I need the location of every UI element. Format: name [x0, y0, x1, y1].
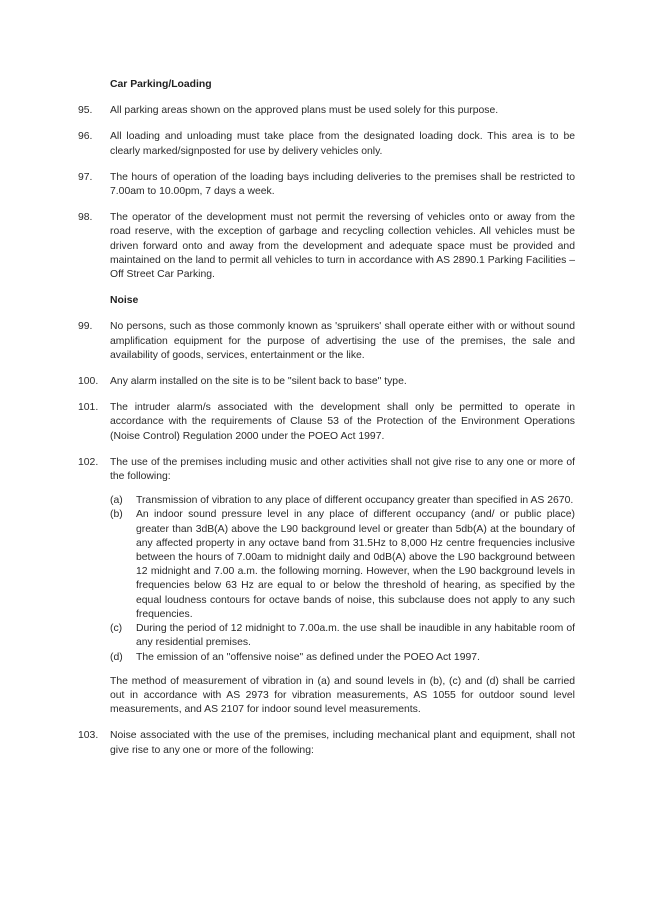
condition-number: 101.	[78, 402, 99, 414]
condition-number: 97.	[78, 171, 93, 183]
subclause-list	[110, 494, 575, 664]
condition-number: 103.	[78, 730, 99, 742]
condition-102	[78, 456, 575, 717]
condition-text: All loading and unloading must take place from the designated loading dock. This area is to be clearly marked/signposted for use by delivery vehicles only.	[110, 131, 575, 157]
condition-97	[78, 171, 575, 199]
condition-text: The hours of operation of the loading bays including deliveries to the premises shall be restricted to 7.00am to 10.00pm, 7 days a week.	[110, 171, 575, 198]
section-heading-parking: Car Parking/Loading	[110, 79, 212, 90]
subclause-letter: (b)	[110, 509, 123, 521]
condition-103	[78, 729, 575, 757]
condition-body	[110, 456, 575, 717]
condition-number: 96.	[78, 131, 93, 143]
subclause-letter: (a)	[110, 495, 123, 507]
condition-100	[78, 375, 575, 389]
condition-text: No persons, such as those commonly known as 'spruikers' shall operate either with or without sound amplification equipment for the purpose of advertising the use of the premises, the sale and availability of goods, services, entertainment or the like.	[110, 321, 575, 361]
subclause-text: Transmission of vibration to any place of different occupancy greater than specified in AS 2670.	[136, 495, 574, 507]
section-heading-noise: Noise	[110, 295, 139, 307]
condition-text: The operator of the development must not permit the reversing of vehicles onto or away from the road reserve, with the exception of garbage and recycling collection vehicles. All vehicles must be driven forward onto and away from the development and adequate space must be provided and maintained on the land to permit all vehicles to turn in accordance with AS 2890.1 Parking Facilities – Off Street Car Parking.	[110, 212, 575, 281]
subclause-text: During the period of 12 midnight to 7.00a.m. the use shall be inaudible in any habitable room of any residential premises.	[136, 623, 575, 649]
subclause-a	[110, 494, 575, 508]
condition-number: 99.	[78, 321, 93, 333]
subclause-b	[110, 508, 575, 622]
condition-number: 95.	[78, 105, 93, 117]
subclause-d	[110, 651, 575, 665]
condition-98	[78, 211, 575, 282]
condition-text: Any alarm installed on the site is to be "silent back to base" type.	[110, 376, 407, 388]
condition-number: 102.	[78, 456, 99, 468]
condition-text: All parking areas shown on the approved plans must be used solely for this purpose.	[110, 105, 499, 117]
subclause-letter: (d)	[110, 651, 123, 663]
condition-text: Noise associated with the use of the premises, including mechanical plant and equipment, shall not give rise to any one or more of the following:	[110, 730, 575, 756]
condition-number: 100.	[78, 376, 99, 388]
subclause-letter: (c)	[110, 623, 123, 635]
subclause-c	[110, 622, 575, 650]
subclause-text: An indoor sound pressure level in any place of different occupancy (and/ or public place) greater than 3dB(A) above the L90 background level or greater than 5db(A) at the boundary of any affected property in any octave band from 31.5Hz to 8,000 Hz centre frequencies inclusive between the hours of 7.00am to midnight daily and 0dB(A) above the L90 background between 12 midnight and 7.00 a.m. the following morning. However, when the L90 background levels in frequencies below 63 Hz are equal to or below the threshold of hearing, as specified by the equal loudness contours for octave bands of noise, this subclause does not apply to any such frequencies.	[136, 509, 575, 620]
condition-101	[78, 401, 575, 444]
condition-text: The use of the premises including music and other activities shall not give rise to any one or more of the following:	[110, 456, 575, 483]
subclause-text: The emission of an "offensive noise" as defined under the POEO Act 1997.	[136, 651, 480, 663]
condition-95	[78, 104, 575, 118]
condition-text: The intruder alarm/s associated with the development shall only be permitted to operate in accordance with the requirements of Clause 53 of the Protection of the Environment Operations (Noise Control) Regulation 2000 under the POEO Act 1997.	[110, 402, 575, 442]
condition-number: 98.	[78, 212, 93, 224]
condition-96	[78, 130, 575, 158]
measurement-method-text: The method of measurement of vibration in (a) and sound levels in (b), (c) and (d) shall be carried out in accordance with AS 2973 for vibration measurements, AS 1055 for outdoor sound level measurements, and AS 2107 for indoor sound level measurements.	[110, 675, 575, 716]
condition-99	[78, 320, 575, 363]
